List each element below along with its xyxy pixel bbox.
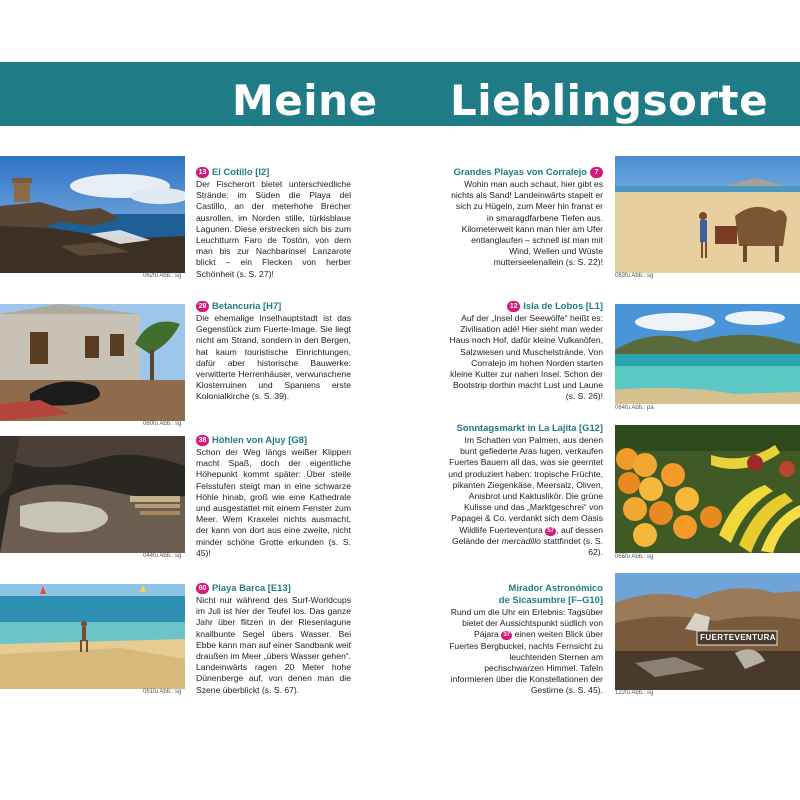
photo-betancuria	[0, 304, 185, 421]
number-badge: 38	[196, 435, 209, 446]
entry-lajita	[448, 422, 603, 558]
photo-credit: 044fu Abb.: sg	[143, 553, 182, 559]
photo-credit: 060fu Abb.: sg	[143, 421, 182, 427]
entry-hoehlen	[196, 434, 351, 559]
photo-credit: 061fu Abb.: sg	[143, 689, 182, 695]
number-badge: 7	[590, 167, 603, 178]
entry-betancuria	[196, 300, 351, 403]
entry-text: Die ehemalige Inselhauptstadt ist das Gegenstück zum Fuerte-Image. Sie liegt nicht am Strand, sondern in den Bergen, hat kaum touristische Einrichtungen, dafür aber historische Bauwerke: verwitterte Herrenhäuser, verwunschene Klosterruinen und Spaniens erste Kolonialkirche (s. S. 39).	[196, 313, 351, 402]
entry-text: Schon der Weg längs weißer Klippen macht Spaß, doch der eigentliche Höhepunkt kommt später: Über steile Felsstufen steigt man in eine schwarze Höhle hinab, groß wie eine Kathedrale und ausgestattet mit einem Fenster zum Meer. Wem Kraxelei nichts ausmacht, der kann von dort aus eine zweite, nicht minder schöne Grotte erkunden (s. S. 45)!	[196, 447, 351, 558]
photo-lobos	[615, 304, 800, 404]
number-badge: 60	[196, 583, 209, 594]
entry-sicasumbre	[448, 582, 603, 697]
entry-corralejo	[448, 166, 603, 269]
photo-lajita	[615, 425, 800, 553]
entry-playa-barca	[196, 582, 351, 696]
entry-heading: Grandes Playas von Corralejo 7	[448, 166, 603, 178]
entry-heading: 38 Höhlen von Ajuy [G8]	[196, 434, 351, 446]
entry-lobos	[448, 300, 603, 403]
entry-heading: 13 El Cotillo [I2]	[196, 166, 351, 178]
photo-hoehlen	[0, 436, 185, 553]
entry-heading: 60 Playa Barca [E13]	[196, 582, 351, 594]
entry-text: Wohin man auch schaut, hier gibt es nichts als Sand! Landeinwärts stapelt er sich zu Hügeln, zum Meer hin franst er in smaragdfarbene Tiefen aus. Kilometerweit kann man hier am Ufer entlanglaufen – schnell ist man mit Wind, Wellen und Wüste mutterseelenallein (s. S. 22)!	[451, 179, 603, 268]
page-title-left: Meine	[232, 76, 378, 125]
entry-text: Der Fischerort bietet unterschiedliche Strände: im Süden die Playa del Castillo, an der meterhohe Brecher ausrollen, im Norden stille, türkisblaue Lagunen. Diese erstrecken sich bis zum Leuchtturm Faro de Tostón, von dem man bis zur Nachbarinsel Lanzarote blickt – ein Flecken von herber Schönheit (s. S. 27)!	[196, 179, 351, 279]
entry-text: Rund um die Uhr ein Erlebnis: Tagsüber bietet der Aussichtspunkt südlich von Pájara 37 einen weiten Blick über Fuertes Bergbuckel, nachts Fernsicht zu leuchtenden Sternen am pechschwarzen Himmel. Tafeln informieren über die Konstellationen der Gestirne (s. S. 45).	[449, 607, 603, 696]
entry-text: Nicht nur während des Surf-Worldcups im Juli ist hier der Teufel los. Das ganze Jahr über flitzen in der Riesenlagune knallbunte Segel übers Wasser. Bei Ebbe kann man auf einer Sandbank weit draußen im Meer „übers Wasser gehen“. Landeinwärts ragen 20 Meter hohe Dünenberge auf, von denen man die Szene überblickt (s. S. 67).	[196, 595, 351, 695]
page-title-right: Lieblingsorte	[450, 76, 769, 125]
photo-el-cotillo	[0, 156, 185, 273]
number-badge: 28	[196, 301, 209, 312]
sign-label: FUERTEVENTURA	[700, 633, 776, 642]
number-badge: 12	[507, 301, 520, 312]
entry-heading: Mirador Astronómico de Sicasumbre [F–G10]	[498, 582, 603, 605]
photo-sicasumbre	[615, 573, 800, 690]
map-marker: 57	[545, 527, 556, 536]
entry-heading: Sonntagsmarkt in La Lajita [G12]	[456, 422, 603, 433]
photo-credit: 065fu Abb.: sg	[615, 554, 654, 560]
map-marker: 37	[501, 631, 512, 640]
entry-text: Auf der „Insel der Seewölfe“ heißt es: Zivilisation adé! Hier sieht man weder Haus noch Hof, dafür kleine Vulkanöfen, Salzwiesen und Muschelstrände. Von Corralejo im hohen Norden starten kleine Kutter zur nahen Insel. Schon der Bootstrip dorthin macht Lust und Laune (s. S. 26)!	[449, 313, 603, 402]
entry-el-cotillo	[196, 166, 351, 280]
photo-credit: 063fu Abb.: sg	[615, 273, 654, 279]
photo-corralejo	[615, 156, 800, 273]
entry-text: Im Schatten von Palmen, aus denen bunt gefiederte Aras lugen, verkaufen Fuertes Bauern all das, was sie geerntet und produziert haben: tropische Früchte, pikanten Ziegenkäse, Meersalz, Oliven, Anisbrot und Kaktuslikör. Die grüne Kulisse und das „Marktgeschrei“ von Papagei & Co. verdankt sich dem Oasis Wildlife Fuerteventura 57 , auf dessen Gelände der mercadillo stattfindet (s. S. 62).	[448, 435, 603, 558]
number-badge: 13	[196, 167, 209, 178]
photo-credit: 122fu Abb.: sg	[615, 690, 654, 696]
photo-credit: 062fu Abb.: sg	[143, 273, 182, 279]
entry-heading: 28 Betancuria [H7]	[196, 300, 351, 312]
photo-playa-barca	[0, 584, 185, 689]
entry-heading: 12 Isla de Lobos [L1]	[448, 300, 603, 312]
photo-credit: 064fu Abb.: pa	[615, 405, 654, 411]
